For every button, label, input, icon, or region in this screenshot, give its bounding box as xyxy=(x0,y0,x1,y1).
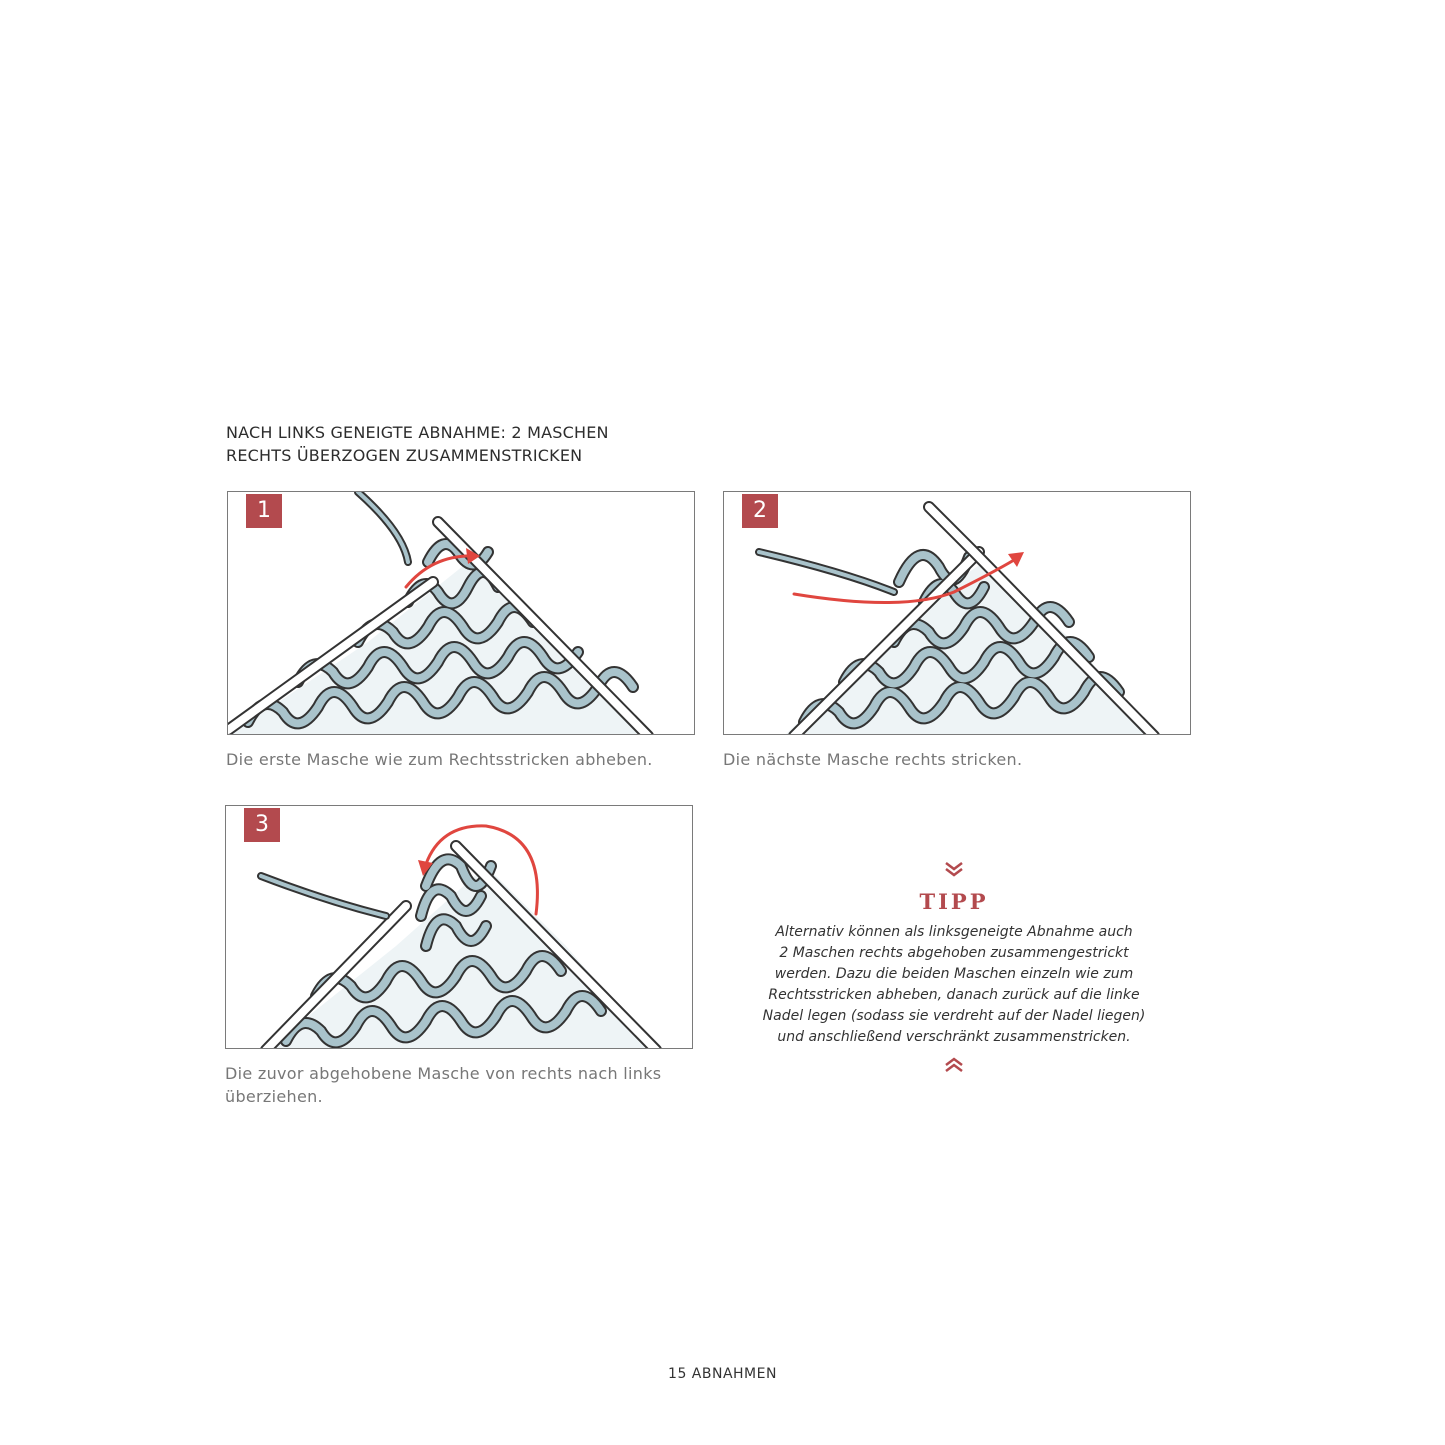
tip-line: und anschließend verschränkt zusammenstricken. xyxy=(777,1029,1131,1045)
step-1-caption: Die erste Masche wie zum Rechtsstricken abheben. xyxy=(226,750,653,769)
page-footer: 15 ABNAHMEN xyxy=(668,1366,777,1382)
heading-line-1: NACH LINKS GENEIGTE ABNAHME: 2 MASCHEN xyxy=(226,423,609,442)
knitting-illustration-2 xyxy=(724,492,1191,735)
tip-line: werden. Dazu die beiden Maschen einzeln wie zum xyxy=(774,966,1134,982)
tip-line: Nadel legen (sodass sie verdreht auf der Nadel liegen) xyxy=(762,1008,1146,1024)
step-3-caption-line-1: Die zuvor abgehobene Masche von rechts nach links xyxy=(225,1064,662,1083)
tip-text xyxy=(740,922,1168,1048)
heading-line-2: RECHTS ÜBERZOGEN ZUSAMMENSTRICKEN xyxy=(226,446,583,465)
step-2-illustration xyxy=(723,491,1191,735)
tip-box xyxy=(740,860,1168,1074)
step-number-1: 1 xyxy=(246,494,282,528)
step-3-caption-line-2: überziehen. xyxy=(225,1087,323,1106)
chevron-down-icon xyxy=(943,860,965,878)
tip-line: Alternativ können als linksgeneigte Abnahme auch xyxy=(775,924,1133,940)
page-heading xyxy=(226,421,746,467)
step-2-caption: Die nächste Masche rechts stricken. xyxy=(723,750,1023,769)
knitting-illustration-1 xyxy=(228,492,695,735)
chevron-up-icon xyxy=(943,1056,965,1074)
tip-line: 2 Maschen rechts abgehoben zusammengestrickt xyxy=(779,945,1129,961)
step-number-2: 2 xyxy=(742,494,778,528)
knitting-illustration-3 xyxy=(226,806,693,1049)
step-3-illustration xyxy=(225,805,693,1049)
step-1-illustration xyxy=(227,491,695,735)
step-number-3: 3 xyxy=(244,808,280,842)
step-3-caption xyxy=(225,1062,661,1108)
tip-title: TIPP xyxy=(919,889,989,914)
tip-line: Rechtsstricken abheben, danach zurück auf die linke xyxy=(768,987,1140,1003)
